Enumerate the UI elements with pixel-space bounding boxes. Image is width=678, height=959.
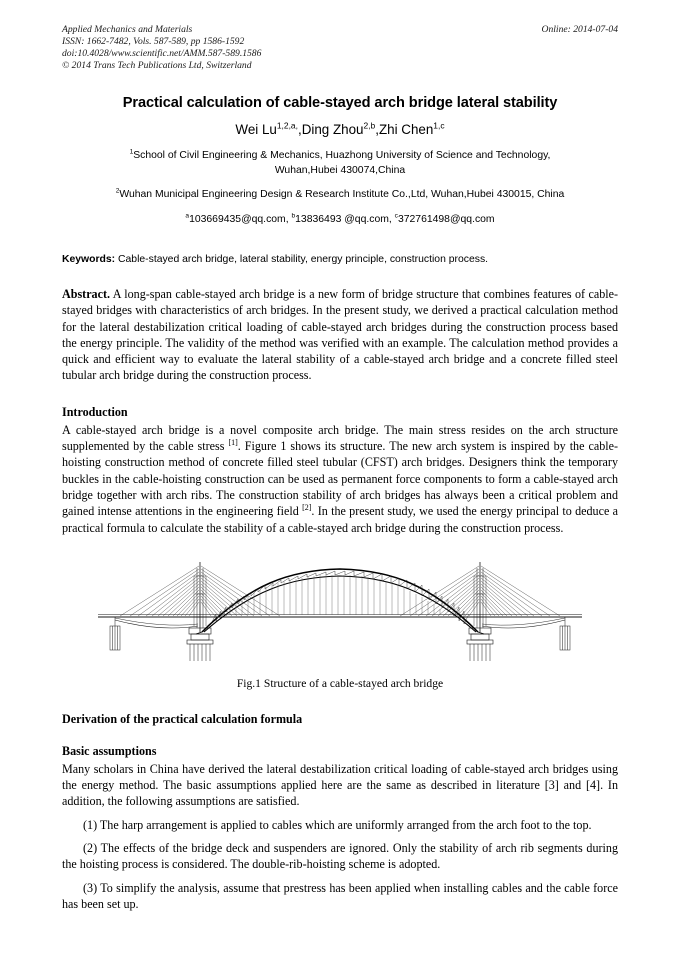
email-address[interactable]: 372761498@qq.com	[397, 213, 495, 225]
assumption-item: (2) The effects of the bridge deck and suspenders are ignored. Only the stability of arch rib segments during the hoisting process is considered. The double-rib-hoisting scheme is adopted.	[62, 841, 618, 872]
left-pylon	[194, 562, 206, 632]
author-emails	[62, 213, 618, 227]
email-address[interactable]: 13836493 @qq.com,	[295, 213, 392, 225]
author-list	[62, 121, 618, 138]
affiliation-2	[62, 188, 618, 202]
right-pylon	[474, 562, 486, 632]
copyright-line: © 2014 Trans Tech Publications Ltd, Switzerland	[62, 60, 252, 72]
intro-part-1: A cable-stayed arch bridge is a novel composite arch bridge. The main stress resides on the arch structure supplemented by the cable stress	[62, 422, 618, 454]
journal-masthead	[62, 24, 618, 72]
citation-ref-2[interactable]: [2]	[302, 503, 312, 513]
email-marker: a	[185, 212, 190, 220]
issn-line: ISSN: 1662-7482, Vols. 587-589, pp 1586-1592	[62, 36, 245, 48]
journal-name: Applied Mechanics and Materials	[62, 24, 193, 35]
author-name: Wei Lu	[235, 122, 277, 138]
author-affil-marker: 1,c	[433, 120, 445, 131]
author-entry	[298, 122, 375, 137]
keywords-text: Cable-stayed arch bridge, lateral stability, energy principle, construction process.	[118, 253, 489, 265]
author-entry	[235, 122, 298, 137]
author-name: ,Zhi Chen	[375, 122, 434, 138]
email-marker: b	[291, 212, 296, 220]
introduction-paragraph	[62, 422, 618, 536]
affiliation-marker: 2	[115, 187, 120, 195]
page-title: Practical calculation of cable-stayed arch bridge lateral stability	[122, 95, 558, 112]
affiliation-text-line2: Wuhan,Hubei 430074,China	[274, 164, 406, 176]
assumption-item: (1) The harp arrangement is applied to cables which are uniformly arranged from the arch foot to the top.	[83, 817, 592, 832]
affiliation-text: Wuhan Municipal Engineering Design & Research Institute Co.,Ltd, Wuhan,Hubei 430015, China	[119, 188, 565, 200]
abstract-label: Abstract.	[62, 286, 111, 301]
abstract-section	[62, 286, 618, 384]
section-heading-introduction: Introduction	[62, 404, 128, 419]
affiliation-marker: 1	[129, 148, 134, 156]
author-name: ,Ding Zhou	[297, 122, 364, 138]
author-affil-marker: 2,b	[363, 120, 376, 131]
basic-assumptions-intro: Many scholars in China have derived the lateral destabilization critical loading of cable-stayed arch bridges using the energy method. The basic assumptions applied here are the same as described in literature [3] and [4]. In addition, the following assumptions are satisfied.	[62, 761, 618, 809]
cable-stayed-arch-bridge-diagram	[90, 554, 590, 666]
intro-part-2: . Figure 1 shows its structure. The new arch system is inspired by the cable-hoisting construction method of concrete filled steel tubular (CFST) arch bridges. Designers think the temporary buckles in the cable-hoisting construction can be used as permanent force components to form a cable-stayed arch bridge together with arch ribs. The construction stability of arch bridges has always been a critical problem and gained intense attentions in the engineering field	[62, 439, 619, 519]
author-affil-marker: 1,2,a,	[276, 120, 298, 131]
keywords-section	[62, 253, 618, 267]
email-marker: c	[394, 212, 398, 220]
author-entry	[375, 122, 444, 137]
section-heading-derivation: Derivation of the practical calculation formula	[62, 711, 303, 726]
citation-ref-1[interactable]: [1]	[228, 438, 238, 448]
affiliation-1	[62, 149, 618, 177]
online-date: Online: 2014-07-04	[541, 24, 618, 35]
figure-caption: Fig.1 Structure of a cable-stayed arch bridge	[236, 676, 444, 690]
email-address[interactable]: 103669435@qq.com,	[189, 213, 289, 225]
doi-line: doi:10.4028/www.scientific.net/AMM.587-589.1586	[62, 48, 262, 60]
intro-part-3: . In the present study, we used the energy principal to deduce a practical formula to calculate the stability of a cable-stayed arch bridge during the construction process.	[62, 504, 618, 535]
assumption-item: (3) To simplify the analysis, assume that prestress has been applied when installing cables and the cable force has been set up.	[62, 880, 618, 911]
abstract-text: A long-span cable-stayed arch bridge is a new form of bridge structure that combines features of cable-stayed bridges with characteristics of arch bridges. In the present study, we derived a practical calculation method for the lateral destabilization critical loading of cable-stayed arch bridges during the construction process based the energy principle. The validity of the method was verified with an example. The calculation method provides a quick and efficient way to evaluate the lateral stability of a cable-stayed arch bridge and a concrete filled steel tubular arch bridge during the construction process.	[62, 286, 619, 383]
page-content	[62, 24, 618, 912]
keywords-label: Keywords:	[62, 253, 116, 265]
affiliation-text: School of Civil Engineering & Mechanics, Huazhong University of Science and Technology,	[133, 150, 551, 162]
figure-1	[62, 554, 618, 691]
subsection-heading-basic-assumptions: Basic assumptions	[62, 743, 157, 758]
